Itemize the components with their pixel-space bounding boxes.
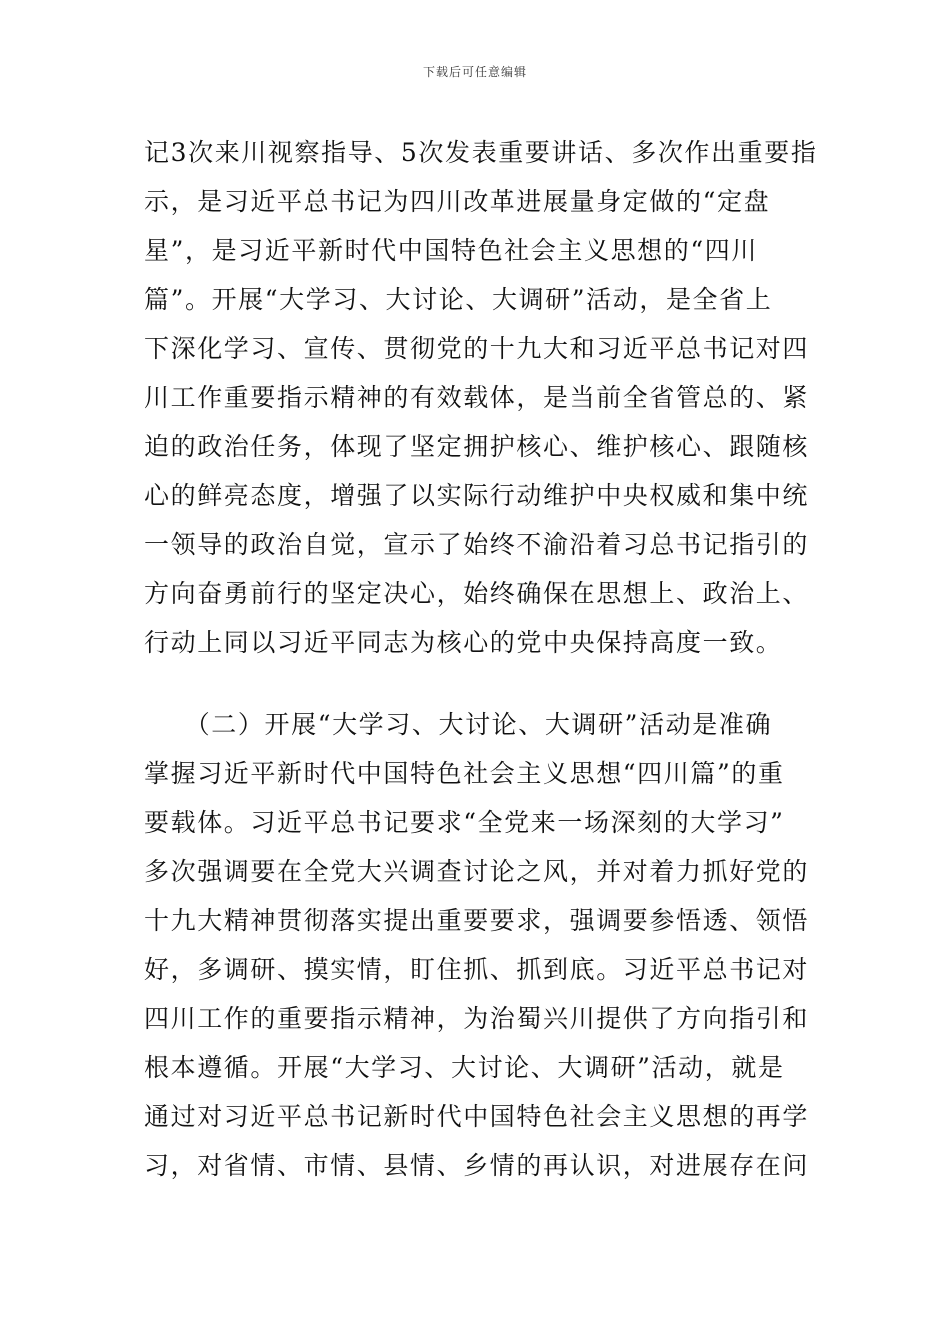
- text-line: 记3次来川视察指导、5次发表重要讲话、多次作出重要指: [144, 138, 818, 167]
- paragraph-1: [144, 128, 818, 667]
- text-line: 一领导的政治自觉，宣示了始终不渝沿着习总书记指引的: [144, 530, 810, 559]
- text-line: 多次强调要在全党大兴调查讨论之风，并对着力抓好党的: [144, 857, 810, 886]
- text-line: 行动上同以习近平同志为核心的党中央保持高度一致。: [144, 628, 783, 657]
- text-line: 川工作重要指示精神的有效载体，是当前全省管总的、紧: [144, 383, 810, 412]
- text-line: 下深化学习、宣传、贯彻党的十九大和习近平总书记对四: [144, 334, 810, 363]
- page-header: 下载后可任意编辑: [422, 65, 527, 79]
- text-line: 习，对省情、市情、县情、乡情的再认识，对进展存在问: [144, 1151, 810, 1180]
- text-line: 四川工作的重要指示精神，为治蜀兴川提供了方向指引和: [144, 1004, 810, 1033]
- text-line: 通过对习近平总书记新时代中国特色社会主义思想的再学: [144, 1102, 810, 1131]
- text-line: 根本遵循。开展“大学习、大讨论、大调研”活动，就是: [144, 1053, 785, 1082]
- text-line: 示，是习近平总书记为四川改革进展量身定做的“定盘: [144, 187, 771, 216]
- text-line: 心的鲜亮态度，增强了以实际行动维护中央权威和集中统: [144, 481, 810, 510]
- text-line: 篇”。开展“大学习、大讨论、大调研”活动，是全省上: [144, 285, 773, 314]
- text-line: 迫的政治任务，体现了坚定拥护核心、维护核心、跟随核: [144, 432, 810, 461]
- text-line: 要载体。习近平总书记要求“全党来一场深刻的大学习”: [144, 808, 785, 837]
- text-line: 好，多调研、摸实情，盯住抓、抓到底。习近平总书记对: [144, 955, 810, 984]
- text-line: 方向奋勇前行的坚定决心，始终确保在思想上、政治上、: [144, 579, 810, 608]
- text-line: 掌握习近平新时代中国特色社会主义思想“四川篇”的重: [144, 759, 785, 788]
- paragraph-2: [144, 700, 808, 1190]
- text-line: （二）开展“大学习、大讨论、大调研”活动是准确: [144, 710, 773, 739]
- text-line: 星”，是习近平新时代中国特色社会主义思想的“四川: [144, 236, 758, 265]
- text-line: 十九大精神贯彻落实提出重要要求，强调要参悟透、领悟: [144, 906, 810, 935]
